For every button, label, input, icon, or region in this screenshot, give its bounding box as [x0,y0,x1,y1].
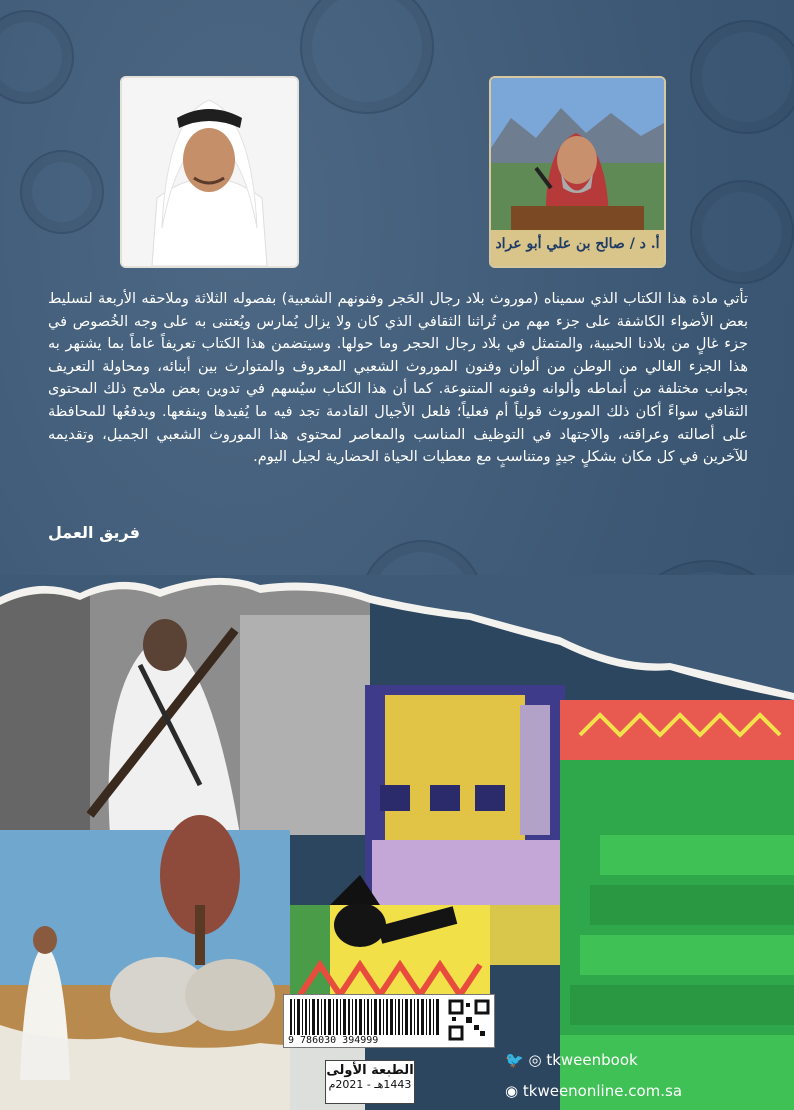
twitter-icon: 🐦 [505,1051,524,1069]
floral-ornament [20,150,104,234]
author-photo-left [120,76,299,268]
floral-ornament [300,0,434,114]
author-name-caption: أ. د / صالح بن علي أبو عراد [495,236,660,252]
description-paragraph: تأتي مادة هذا الكتاب الذي سميناه (موروث بلاد رجال الحَجر وفنونهم الشعبية) بفصوله الثلاثة وملاحقه الأربعة لتسليط بعض الأضواء الكاشفة على جزء مهم من تُراثنا الثقافي الذي كان ولا يزال يُمارس ويُعتنى به على وجه الخُصوص في جزء غالٍ من بلادنا الحبيبة، والمتمثل في بلاد رجال الحجر وما حولها. وسيتضمن هذا الكتاب تعريفاً عاماً بما يشتهر به هذا الجزء الغالي من الوطن من ألوان وفنون الموروث الشعبي المعروف والمتوارث بين أبنائه، ومحاولة التعريف بجوانب مختلفة من أنماطه وألوانه وفنونه المتنوعة. كما أن هذا الكتاب سيُسهم في تدوين بعض ملامح ذلك المحتوى الثقافي سواءً أكان ذلك الموروث قولياً أم فعلياً؛ فلعل الأجيال القادمة تجد فيه ما يُفيدها وينفعها. ويدفعُها للمحافظة على أصالته وعراقته، والاجتهاد في التوظيف المناسب والمعاصر لمحتوى هذا الموروث الشعبي الجميل، وتقديمه للآخرين في كل مكان بشكلٍ جيدٍ ومتناسبٍ مع معطيات الحياة الحضارية لجيل اليوم. [48,291,748,466]
social-handle-row[interactable] [505,1051,638,1069]
web-icon: ◉ [505,1082,519,1100]
signature: فريق العمل [48,523,140,542]
isbn-barcode [283,994,495,1048]
warrior-photo [0,585,370,835]
edition-label: الطبعة الأولى [326,1063,414,1078]
website-row[interactable] [505,1082,682,1100]
book-description [48,288,748,469]
green-stairs [560,700,794,1110]
website-url: tkweenonline.com.sa [522,1082,683,1100]
edition-date: 1443هـ - 2021م [328,1078,412,1091]
author-photo-right [489,76,666,268]
floral-ornament [0,10,74,104]
qr-code[interactable] [448,999,490,1041]
edition-box [325,1060,415,1104]
barcode-graphic [290,999,440,1035]
floral-ornament [690,180,794,284]
floral-ornament [690,20,794,134]
instagram-icon: ◎ [528,1051,542,1069]
social-handle: tkweenbook [546,1051,638,1069]
isbn-number: 9 786030 394999 [288,1035,379,1046]
